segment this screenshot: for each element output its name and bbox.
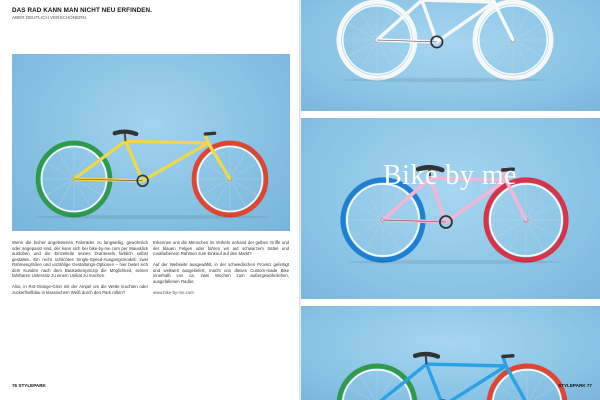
photo-blue-bike (301, 306, 600, 400)
spoke (348, 40, 377, 57)
paragraph: Auf der Webseite ausgewählt, in der schwedischen Provinz gefertigt und weltweit ausgeliefert, macht uns dieses Custom-made Bike innerhalb von ca. zwei Wochen zum außergewöhnlichen, ausgefallenen Radler. (153, 262, 289, 284)
bicycle-illustration (301, 306, 600, 400)
spoke (365, 220, 383, 250)
article-subline: ABER DEUTLICH VERSCHÖNERN. (12, 15, 88, 20)
spoke (230, 179, 246, 206)
spoke (526, 220, 544, 250)
spoke (47, 179, 74, 195)
spoke (383, 220, 413, 238)
spoke (513, 40, 530, 69)
paragraph: Wenn die bisher angebotenen Fahrräder zu langweilig, gewöhnlich oder angepasst sind, der kann sich bei bike-by-me.com per Mausklick austoben und die Einzelteile seines Drahtesels farblich selbst gestalten. Ein recht schlichtes Single-Speed-Ausgangsmodell, zwei Rahmengrößen und unzählige Gestaltungs-Optionen – hier bietet sich dem Kunden nach dem Baukastenprinzip die Möglichkeit, seinen fahrbaren Untersatz zu einem Unikat zu machen. (12, 240, 148, 278)
frame-tube (125, 141, 142, 181)
spoke (348, 23, 377, 40)
page-number-left: 76 STYLEPARK (12, 383, 46, 388)
spoke (527, 375, 544, 400)
spoke (47, 163, 74, 179)
frame-tube (437, 2, 494, 42)
article-headline: DAS RAD KANN MAN NICHT NEU ERFINDEN. (12, 7, 153, 14)
ground-shadow (35, 215, 269, 219)
overlay-title: Bike by me (383, 160, 518, 191)
spoke (365, 190, 383, 220)
spoke (513, 23, 542, 40)
seat-post (426, 356, 427, 364)
frame-tube (377, 364, 427, 400)
spoke (230, 179, 257, 195)
spoke (508, 220, 526, 250)
frame-tube (427, 364, 507, 366)
spoke (353, 220, 383, 238)
spoke (74, 179, 101, 195)
bicycle-illustration (12, 54, 290, 231)
text-column-1 (12, 240, 148, 301)
spoke (526, 220, 556, 238)
frame-tube (422, 0, 437, 42)
paragraph: Also, in Rot-Orange-Grün mit der Ampel um die Wette leuchten oder zuckerlhellblau in klassischem Weiß durch den Park rollen? (12, 284, 148, 295)
seat-post (125, 133, 126, 141)
spoke (353, 202, 383, 220)
spoke (526, 202, 556, 220)
spoke (230, 163, 257, 179)
frame-tube (427, 364, 444, 400)
spoke (496, 220, 526, 238)
ground-shadow (347, 260, 562, 264)
spoke (484, 40, 513, 57)
page-number-right: STYLEPARK 77 (558, 383, 592, 388)
ground-shadow (343, 78, 547, 82)
spoke (496, 40, 513, 69)
spoke (203, 179, 230, 195)
handlebar (503, 356, 513, 357)
website-link[interactable]: www.bike-by-me.com (153, 289, 194, 295)
frame-tube (125, 141, 208, 143)
spoke (74, 179, 90, 206)
spoke (58, 152, 74, 179)
bicycle-illustration (301, 0, 600, 111)
spoke (513, 40, 542, 57)
bicycle-illustration (301, 118, 600, 299)
text-column-2 (153, 240, 289, 301)
spoke (230, 152, 246, 179)
spoke (214, 179, 230, 206)
spoke (360, 40, 377, 69)
spoke (348, 387, 377, 400)
frame-tube (422, 0, 494, 2)
photo-pink-bike (301, 118, 600, 299)
spoke (383, 220, 401, 250)
spoke (360, 375, 377, 400)
photo-yellow-bike (12, 54, 290, 231)
spoke (527, 387, 556, 400)
photo-white-bike (301, 0, 600, 111)
spoke (513, 11, 530, 40)
spoke (377, 40, 394, 69)
paragraph: Erkennen uns die Menschen im Verkehr anhand der gelben Griffe und der blauen Felgen oder fahren wir auf schwarzem Sattel und rosafarbenem Rahmen zum Einkauf auf den Markt? (153, 240, 289, 256)
spoke (58, 179, 74, 206)
spoke (360, 11, 377, 40)
spoke (526, 190, 544, 220)
handlebar (205, 133, 214, 134)
spoke (377, 40, 406, 57)
